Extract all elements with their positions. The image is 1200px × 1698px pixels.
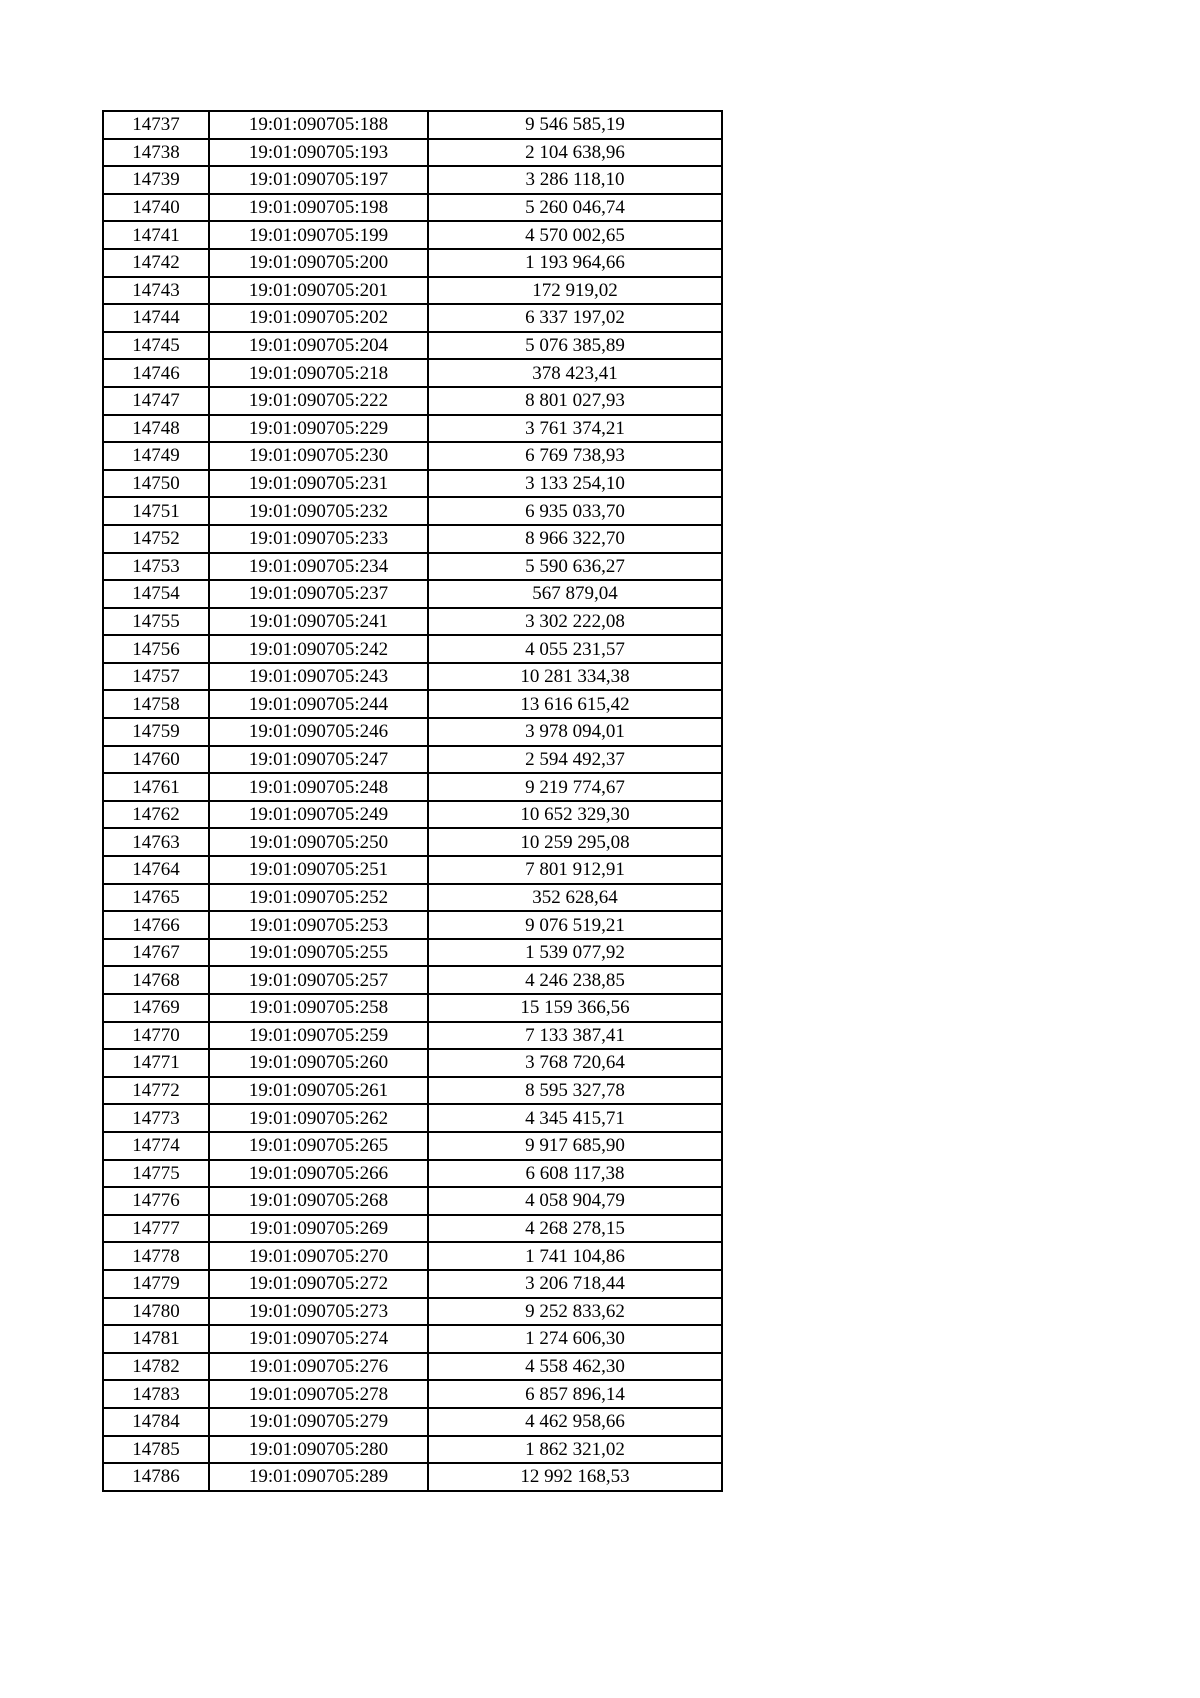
cadastral-value-cell: 6 935 033,70 <box>428 497 722 525</box>
row-number-cell: 14754 <box>103 580 209 608</box>
table-row <box>103 470 722 498</box>
table-row <box>103 1077 722 1105</box>
row-number-cell: 14753 <box>103 553 209 581</box>
cadastral-value-cell: 4 570 002,65 <box>428 221 722 249</box>
table-row <box>103 884 722 912</box>
row-number-cell: 14767 <box>103 939 209 967</box>
cadastral-value-cell: 4 055 231,57 <box>428 635 722 663</box>
row-number-cell: 14739 <box>103 166 209 194</box>
table-row <box>103 856 722 884</box>
cadastral-value-cell: 2 594 492,37 <box>428 746 722 774</box>
cadastral-value-cell: 567 879,04 <box>428 580 722 608</box>
cadastral-value-cell: 9 076 519,21 <box>428 911 722 939</box>
row-number-cell: 14766 <box>103 911 209 939</box>
cadastral-number-cell: 19:01:090705:273 <box>209 1298 428 1326</box>
cadastral-number-cell: 19:01:090705:261 <box>209 1077 428 1105</box>
table-row <box>103 1325 722 1353</box>
table-row <box>103 332 722 360</box>
cadastral-number-cell: 19:01:090705:269 <box>209 1215 428 1243</box>
cadastral-number-cell: 19:01:090705:232 <box>209 497 428 525</box>
row-number-cell: 14779 <box>103 1270 209 1298</box>
table-row <box>103 111 722 139</box>
cadastral-value-cell: 1 862 321,02 <box>428 1436 722 1464</box>
table-row <box>103 746 722 774</box>
table-row <box>103 387 722 415</box>
table-row <box>103 442 722 470</box>
row-number-cell: 14778 <box>103 1242 209 1270</box>
row-number-cell: 14783 <box>103 1380 209 1408</box>
table-row <box>103 1049 722 1077</box>
cadastral-value-cell: 9 252 833,62 <box>428 1298 722 1326</box>
cadastral-value-cell: 172 919,02 <box>428 277 722 305</box>
cadastral-value-cell: 1 193 964,66 <box>428 249 722 277</box>
row-number-cell: 14768 <box>103 966 209 994</box>
cadastral-number-cell: 19:01:090705:266 <box>209 1160 428 1188</box>
cadastral-value-cell: 4 558 462,30 <box>428 1353 722 1381</box>
cadastral-value-cell: 6 769 738,93 <box>428 442 722 470</box>
cadastral-value-cell: 8 966 322,70 <box>428 525 722 553</box>
row-number-cell: 14763 <box>103 828 209 856</box>
row-number-cell: 14755 <box>103 608 209 636</box>
cadastral-number-cell: 19:01:090705:268 <box>209 1187 428 1215</box>
table-row <box>103 359 722 387</box>
table-row <box>103 415 722 443</box>
cadastral-number-cell: 19:01:090705:249 <box>209 801 428 829</box>
cadastral-value-cell: 6 608 117,38 <box>428 1160 722 1188</box>
cadastral-value-cell: 1 539 077,92 <box>428 939 722 967</box>
cadastral-value-cell: 3 133 254,10 <box>428 470 722 498</box>
cadastral-number-cell: 19:01:090705:200 <box>209 249 428 277</box>
cadastral-value-cell: 1 741 104,86 <box>428 1242 722 1270</box>
table-row <box>103 690 722 718</box>
cadastral-number-cell: 19:01:090705:260 <box>209 1049 428 1077</box>
table-row <box>103 966 722 994</box>
table-row <box>103 304 722 332</box>
table-row <box>103 773 722 801</box>
cadastral-value-cell: 12 992 168,53 <box>428 1463 722 1491</box>
cadastral-value-cell: 4 462 958,66 <box>428 1408 722 1436</box>
cadastral-value-cell: 378 423,41 <box>428 359 722 387</box>
table-row <box>103 525 722 553</box>
cadastral-number-cell: 19:01:090705:241 <box>209 608 428 636</box>
row-number-cell: 14784 <box>103 1408 209 1436</box>
cadastral-number-cell: 19:01:090705:201 <box>209 277 428 305</box>
table-row <box>103 166 722 194</box>
cadastral-value-cell: 4 058 904,79 <box>428 1187 722 1215</box>
table-row <box>103 1104 722 1132</box>
table-row <box>103 663 722 691</box>
table-row <box>103 1353 722 1381</box>
table-row <box>103 1132 722 1160</box>
row-number-cell: 14738 <box>103 139 209 167</box>
row-number-cell: 14770 <box>103 1022 209 1050</box>
row-number-cell: 14758 <box>103 690 209 718</box>
table-row <box>103 1436 722 1464</box>
cadastral-number-cell: 19:01:090705:204 <box>209 332 428 360</box>
cadastral-number-cell: 19:01:090705:253 <box>209 911 428 939</box>
cadastral-value-cell: 7 801 912,91 <box>428 856 722 884</box>
cadastral-number-cell: 19:01:090705:229 <box>209 415 428 443</box>
cadastral-value-cell: 1 274 606,30 <box>428 1325 722 1353</box>
table-row <box>103 1160 722 1188</box>
cadastral-number-cell: 19:01:090705:247 <box>209 746 428 774</box>
row-number-cell: 14771 <box>103 1049 209 1077</box>
cadastral-number-cell: 19:01:090705:246 <box>209 718 428 746</box>
table-row <box>103 580 722 608</box>
cadastral-value-cell: 5 260 046,74 <box>428 194 722 222</box>
cadastral-number-cell: 19:01:090705:276 <box>209 1353 428 1381</box>
table-row <box>103 1408 722 1436</box>
cadastral-number-cell: 19:01:090705:199 <box>209 221 428 249</box>
row-number-cell: 14764 <box>103 856 209 884</box>
cadastral-value-cell: 4 345 415,71 <box>428 1104 722 1132</box>
row-number-cell: 14756 <box>103 635 209 663</box>
cadastral-number-cell: 19:01:090705:262 <box>209 1104 428 1132</box>
cadastral-number-cell: 19:01:090705:255 <box>209 939 428 967</box>
cadastral-value-cell: 3 206 718,44 <box>428 1270 722 1298</box>
cadastral-number-cell: 19:01:090705:280 <box>209 1436 428 1464</box>
row-number-cell: 14777 <box>103 1215 209 1243</box>
cadastral-number-cell: 19:01:090705:250 <box>209 828 428 856</box>
table-row <box>103 801 722 829</box>
cadastral-number-cell: 19:01:090705:251 <box>209 856 428 884</box>
table-row <box>103 249 722 277</box>
table-row <box>103 939 722 967</box>
cadastral-value-cell: 2 104 638,96 <box>428 139 722 167</box>
cadastral-number-cell: 19:01:090705:248 <box>209 773 428 801</box>
cadastral-value-cell: 4 268 278,15 <box>428 1215 722 1243</box>
cadastral-number-cell: 19:01:090705:259 <box>209 1022 428 1050</box>
cadastral-number-cell: 19:01:090705:218 <box>209 359 428 387</box>
cadastral-value-cell: 3 978 094,01 <box>428 718 722 746</box>
table-row <box>103 553 722 581</box>
cadastral-number-cell: 19:01:090705:222 <box>209 387 428 415</box>
row-number-cell: 14769 <box>103 994 209 1022</box>
row-number-cell: 14749 <box>103 442 209 470</box>
cadastral-number-cell: 19:01:090705:274 <box>209 1325 428 1353</box>
row-number-cell: 14751 <box>103 497 209 525</box>
table-row <box>103 1242 722 1270</box>
cadastral-value-cell: 3 761 374,21 <box>428 415 722 443</box>
cadastral-value-cell: 352 628,64 <box>428 884 722 912</box>
cadastral-number-cell: 19:01:090705:265 <box>209 1132 428 1160</box>
cadastral-value-cell: 6 857 896,14 <box>428 1380 722 1408</box>
cadastral-number-cell: 19:01:090705:233 <box>209 525 428 553</box>
cadastral-value-cell: 8 595 327,78 <box>428 1077 722 1105</box>
row-number-cell: 14750 <box>103 470 209 498</box>
cadastral-number-cell: 19:01:090705:234 <box>209 553 428 581</box>
row-number-cell: 14780 <box>103 1298 209 1326</box>
row-number-cell: 14747 <box>103 387 209 415</box>
row-number-cell: 14785 <box>103 1436 209 1464</box>
table-row <box>103 139 722 167</box>
row-number-cell: 14762 <box>103 801 209 829</box>
row-number-cell: 14765 <box>103 884 209 912</box>
cadastral-number-cell: 19:01:090705:198 <box>209 194 428 222</box>
row-number-cell: 14782 <box>103 1353 209 1381</box>
cadastral-value-cell: 9 219 774,67 <box>428 773 722 801</box>
table-row <box>103 1270 722 1298</box>
table-row <box>103 718 722 746</box>
row-number-cell: 14744 <box>103 304 209 332</box>
row-number-cell: 14760 <box>103 746 209 774</box>
cadastral-value-cell: 9 917 685,90 <box>428 1132 722 1160</box>
row-number-cell: 14740 <box>103 194 209 222</box>
cadastral-value-cell: 5 590 636,27 <box>428 553 722 581</box>
row-number-cell: 14745 <box>103 332 209 360</box>
row-number-cell: 14742 <box>103 249 209 277</box>
cadastral-value-cell: 9 546 585,19 <box>428 111 722 139</box>
cadastral-value-cell: 15 159 366,56 <box>428 994 722 1022</box>
table-row <box>103 194 722 222</box>
cadastral-number-cell: 19:01:090705:270 <box>209 1242 428 1270</box>
row-number-cell: 14773 <box>103 1104 209 1132</box>
table-row <box>103 608 722 636</box>
cadastral-value-cell: 7 133 387,41 <box>428 1022 722 1050</box>
cadastral-number-cell: 19:01:090705:243 <box>209 663 428 691</box>
cadastral-value-cell: 10 281 334,38 <box>428 663 722 691</box>
cadastral-number-cell: 19:01:090705:202 <box>209 304 428 332</box>
cadastral-value-cell: 3 302 222,08 <box>428 608 722 636</box>
cadastral-number-cell: 19:01:090705:237 <box>209 580 428 608</box>
table-row <box>103 911 722 939</box>
cadastral-value-cell: 5 076 385,89 <box>428 332 722 360</box>
row-number-cell: 14786 <box>103 1463 209 1491</box>
row-number-cell: 14752 <box>103 525 209 553</box>
row-number-cell: 14746 <box>103 359 209 387</box>
cadastral-value-cell: 13 616 615,42 <box>428 690 722 718</box>
table-row <box>103 497 722 525</box>
table-body <box>103 111 722 1491</box>
cadastral-value-cell: 6 337 197,02 <box>428 304 722 332</box>
table-row <box>103 221 722 249</box>
cadastral-number-cell: 19:01:090705:252 <box>209 884 428 912</box>
row-number-cell: 14741 <box>103 221 209 249</box>
cadastral-number-cell: 19:01:090705:244 <box>209 690 428 718</box>
table-row <box>103 1215 722 1243</box>
cadastral-number-cell: 19:01:090705:278 <box>209 1380 428 1408</box>
table-row <box>103 277 722 305</box>
cadastral-value-table <box>102 110 723 1492</box>
table-row <box>103 1463 722 1491</box>
row-number-cell: 14757 <box>103 663 209 691</box>
cadastral-number-cell: 19:01:090705:242 <box>209 635 428 663</box>
row-number-cell: 14737 <box>103 111 209 139</box>
cadastral-number-cell: 19:01:090705:257 <box>209 966 428 994</box>
cadastral-value-cell: 4 246 238,85 <box>428 966 722 994</box>
cadastral-number-cell: 19:01:090705:197 <box>209 166 428 194</box>
table-row <box>103 635 722 663</box>
row-number-cell: 14775 <box>103 1160 209 1188</box>
row-number-cell: 14776 <box>103 1187 209 1215</box>
cadastral-number-cell: 19:01:090705:193 <box>209 139 428 167</box>
row-number-cell: 14772 <box>103 1077 209 1105</box>
table-row <box>103 1298 722 1326</box>
cadastral-value-cell: 3 768 720,64 <box>428 1049 722 1077</box>
row-number-cell: 14761 <box>103 773 209 801</box>
cadastral-number-cell: 19:01:090705:279 <box>209 1408 428 1436</box>
row-number-cell: 14781 <box>103 1325 209 1353</box>
cadastral-number-cell: 19:01:090705:230 <box>209 442 428 470</box>
table-row <box>103 828 722 856</box>
cadastral-value-cell: 3 286 118,10 <box>428 166 722 194</box>
cadastral-number-cell: 19:01:090705:188 <box>209 111 428 139</box>
cadastral-number-cell: 19:01:090705:231 <box>209 470 428 498</box>
row-number-cell: 14743 <box>103 277 209 305</box>
table-row <box>103 1380 722 1408</box>
row-number-cell: 14748 <box>103 415 209 443</box>
cadastral-number-cell: 19:01:090705:289 <box>209 1463 428 1491</box>
table-row <box>103 1187 722 1215</box>
table-row <box>103 1022 722 1050</box>
table-row <box>103 994 722 1022</box>
row-number-cell: 14759 <box>103 718 209 746</box>
cadastral-value-cell: 10 652 329,30 <box>428 801 722 829</box>
cadastral-number-cell: 19:01:090705:258 <box>209 994 428 1022</box>
row-number-cell: 14774 <box>103 1132 209 1160</box>
cadastral-value-cell: 8 801 027,93 <box>428 387 722 415</box>
cadastral-number-cell: 19:01:090705:272 <box>209 1270 428 1298</box>
cadastral-value-cell: 10 259 295,08 <box>428 828 722 856</box>
